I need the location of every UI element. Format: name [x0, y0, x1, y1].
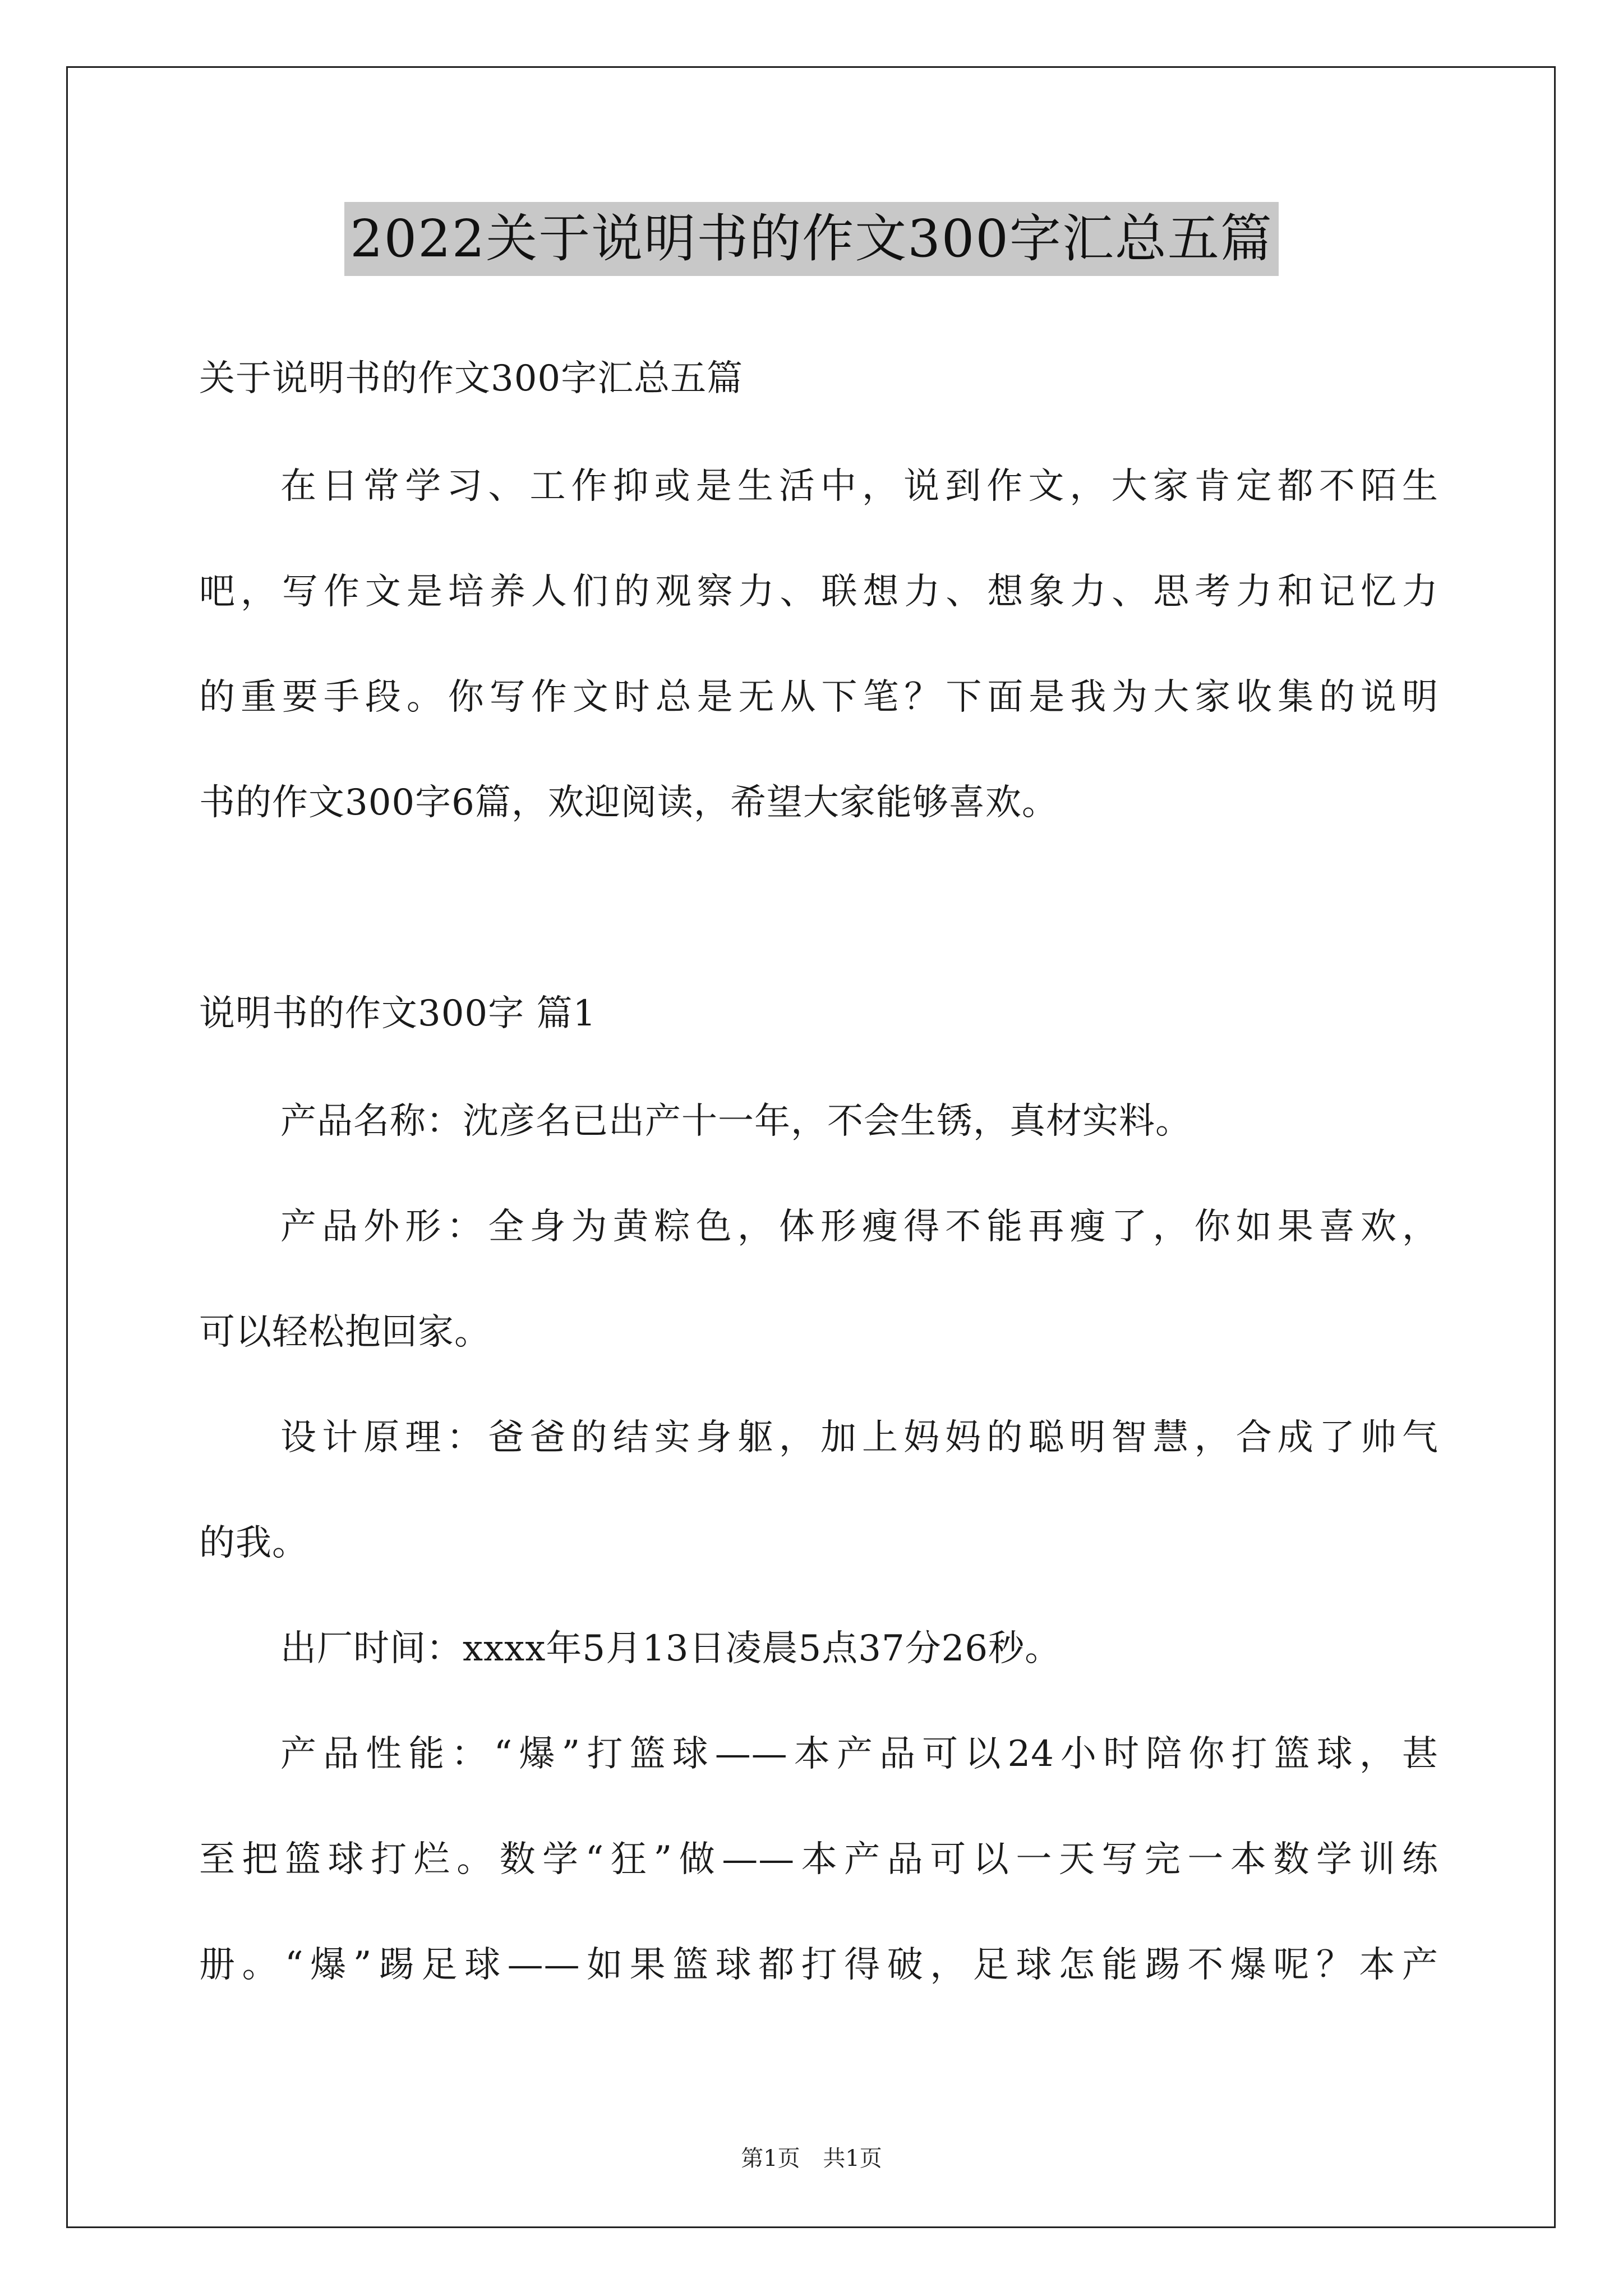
intro-line-1: 在日常学习、工作抑或是生活中，说到作文，大家肯定都不陌生	[280, 466, 1438, 507]
intro-line-3: 的重要手段。你写作文时总是无从下笔？下面是我为大家收集的说明	[199, 677, 1438, 718]
body-line-8: 至把篮球打烂。数学“狂”做——本产品可以一天写完一本数学训练	[199, 1839, 1438, 1880]
page-footer	[0, 2143, 1623, 2174]
intro-line-4: 书的作文300字6篇，欢迎阅读，希望大家能够喜欢。	[199, 782, 1058, 823]
body-line-6: 出厂时间：xxxx年5月13日凌晨5点37分26秒。	[280, 1628, 1062, 1669]
body-line-7: 产品性能：“爆”打篮球——本产品可以24小时陪你打篮球，甚	[280, 1733, 1438, 1775]
page-total: 共1页	[823, 2146, 882, 2171]
page-number: 第1页	[741, 2146, 800, 2171]
body-line-9: 册。“爆”踢足球——如果篮球都打得破，足球怎能踢不爆呢？本产	[199, 1944, 1438, 1986]
document-subtitle: 关于说明书的作文300字汇总五篇	[199, 358, 744, 399]
section-heading: 说明书的作文300字 篇1	[199, 993, 597, 1034]
title-container	[0, 202, 1623, 276]
body-line-1: 产品名称：沈彦名已出产十一年，不会生锈，真材实料。	[280, 1101, 1192, 1142]
body-line-4: 设计原理：爸爸的结实身躯，加上妈妈的聪明智慧，合成了帅气	[280, 1417, 1438, 1458]
intro-line-2: 吧，写作文是培养人们的观察力、联想力、想象力、思考力和记忆力	[199, 571, 1438, 613]
document-title: 2022关于说明书的作文300字汇总五篇	[344, 202, 1279, 276]
body-line-3: 可以轻松抱回家。	[199, 1312, 491, 1353]
body-line-5: 的我。	[199, 1522, 308, 1564]
body-line-2: 产品外形：全身为黄粽色，体形瘦得不能再瘦了，你如果喜欢，	[280, 1206, 1438, 1248]
